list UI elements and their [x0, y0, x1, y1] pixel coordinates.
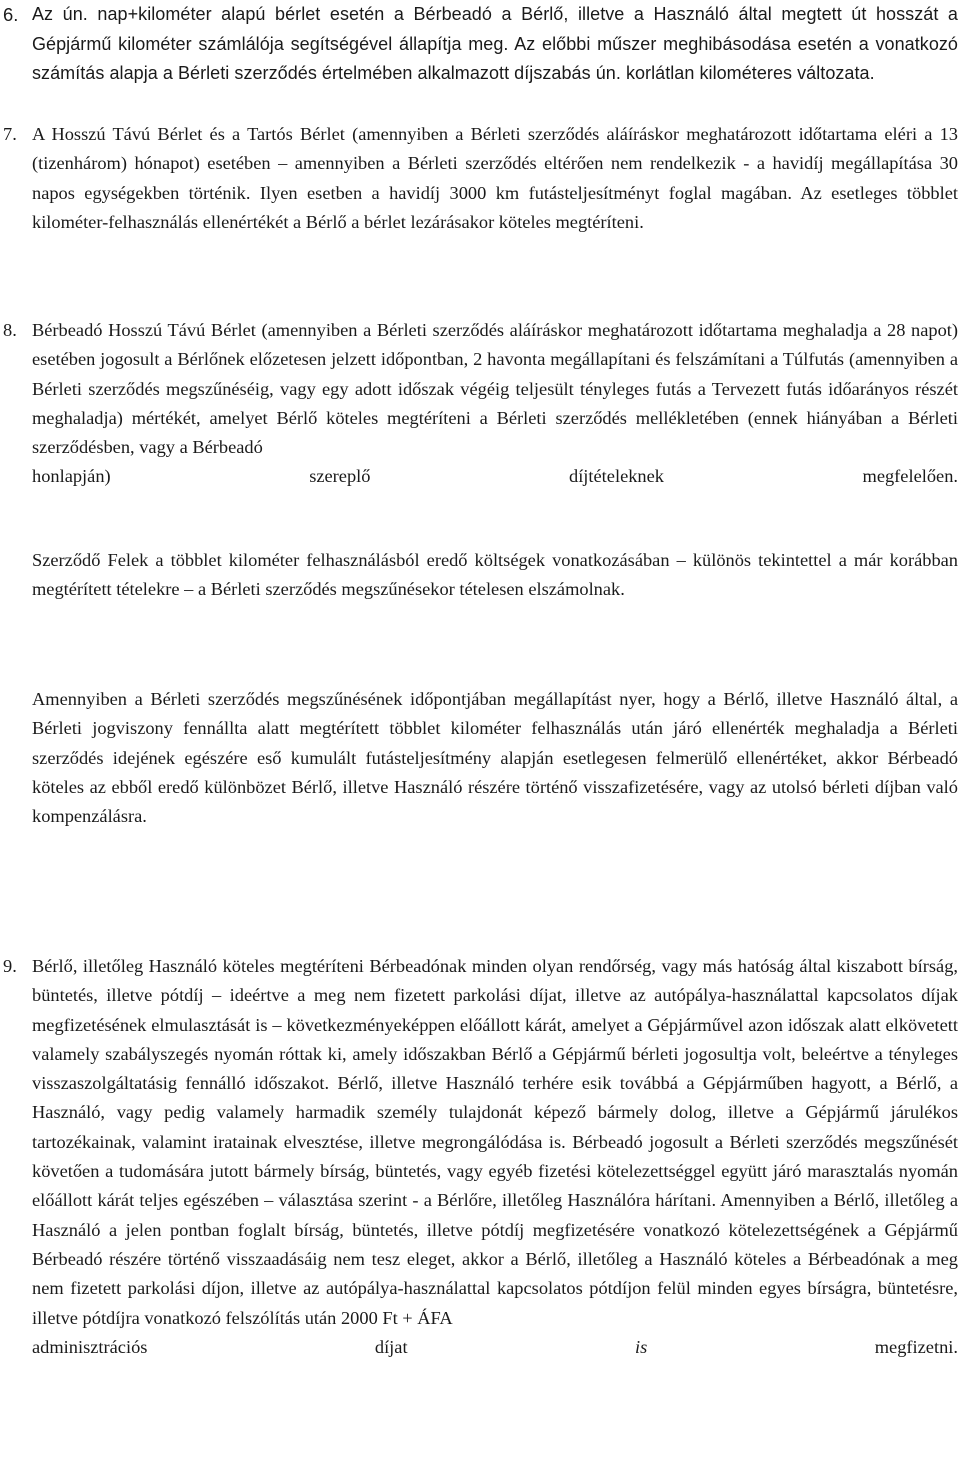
last-line-word: megfelelően. — [862, 466, 958, 487]
last-line-word: díjtételeknek — [569, 466, 664, 487]
last-line-word: díjat — [374, 1336, 408, 1357]
paragraph-8-settlement-text: Szerződő Felek a többlet kilométer felhasználásból eredő költségek vonatkozásában – különös tekintettel a már korábban megtérített tételekre – a Bérleti szerződés megszűnésekor tételesen elszámolnak. — [32, 550, 958, 600]
paragraph-8-text: Bérbeadó Hosszú Távú Bérlet (amennyiben a Bérleti szerződés aláíráskor meghatározott időtartama meghaladja a 28 napot) esetében jogosult a Bérlőnek előzetesen jelzett időpontban, 2 havonta megállapítani és felszámítani a Túlfutás (amennyiben a Bérleti szerződés megszűnéséig, vagy egy adott időszak végéig teljesült tényleges futás a Tervezett futás időarányos részét meghaladja) mértékét, amelyet Bérlő köteles megtéríteni a Bérleti szerződés mellékletében (ennek hiányában a Bérleti szerződésben, vagy a Bérbeadó — [32, 320, 958, 458]
last-line-word: szereplő — [309, 466, 371, 487]
last-line-word: honlapján) — [32, 466, 111, 487]
paragraph-6-text: Az ún. nap+kilométer alapú bérlet esetén a Bérbeadó a Bérlő, illetve a Használó által megtett út hosszát a Gépjármű kilométer számlálója segítségével állapítja meg. Az előbbi műszer meghibásodása esetén a vonatkozó számítás alapja a Bérleti szerződés értelmében alkalmazott díjszabás ún. korlátlan kilométeres változata. — [32, 4, 958, 83]
paragraph-8-last-line — [32, 462, 958, 491]
paragraph-8-refund-text: Amennyiben a Bérleti szerződés megszűnésének időpontjában megállapítást nyer, hogy a Bérlő, illetve Használó által, a Bérleti jogviszony fennállta alatt megtérített többlet kilométer felhasználás után járó ellenérték meghaladja a Bérleti szerződés idejének egészére eső kumulált futásteljesítmény alapján esetlegesen felmerülő ellenértéket, akkor Bérbeadó köteles az ebből eredő különbözet Bérlő, illetve Használó részére történő visszafizetésére, vagy az utolsó bérleti díjban való kompenzálásra. — [32, 689, 958, 827]
last-line-word: megfizetni. — [874, 1336, 958, 1357]
paragraph-9 — [32, 952, 958, 1362]
paragraph-9-last-line — [32, 1333, 958, 1362]
item-number-7: 7. — [3, 124, 17, 144]
item-number-9: 9. — [3, 956, 17, 976]
item-number-8: 8. — [3, 320, 17, 340]
paragraph-7 — [32, 120, 958, 237]
paragraph-6 — [32, 0, 958, 89]
paragraph-8-settlement — [32, 546, 958, 605]
last-line-word: is — [635, 1336, 648, 1357]
item-number-6: 6. — [3, 4, 19, 25]
paragraph-7-text: A Hosszú Távú Bérlet és a Tartós Bérlet (amennyiben a Bérleti szerződés aláíráskor meghatározott időtartama eléri a 13 (tizenhárom) hónapot) esetében – amennyiben a Bérleti szerződés eltérően nem rendelkezik - a havidíj megállapítása 30 napos egységekben történik. Ilyen esetben a havidíj 3000 km futásteljesítményt foglal magában. Az esetleges többlet kilométer-felhasználás ellenértékét a Bérlő a bérlet lezárásakor köteles megtéríteni. — [32, 124, 958, 232]
paragraph-8-refund — [32, 685, 958, 831]
paragraph-9-text: Bérlő, illetőleg Használó köteles megtéríteni Bérbeadónak minden olyan rendőrség, vagy más hatóság által kiszabott bírság, büntetés, illetve pótdíj – ideértve a meg nem fizetett parkolási díjat, illetve az autópálya-használattal kapcsolatos díjak megfizetésének elmulasztását is – következményeképpen előállott kárát, amelyet a Gépjárművel azon időszak alatt elkövetett valamely szabályszegés nyomán róttak ki, amely időszakban Bérlő a Gépjármű bérleti jogosultja volt, beleértve a tényleges visszaszolgáltatásig fennálló időszakot. Bérlő, illetve Használó terhére esik továbbá a Gépjárműben hagyott, a Bérlő, a Használó, vagy pedig valamely harmadik személy tulajdonát képező bármely dolog, illetve a Gépjármű járulékos tartozékainak, valamint iratainak elvesztése, illetve megrongálódása is. Bérbeadó jogosult a Bérleti szerződés megszűnését követően a tudomására jutott bármely bírság, büntetés, vagy egyéb fizetési kötelezettséggel együtt járó marasztalás nyomán előállott kárát teljes egészében – választása szerint - a Bérlőre, illetőleg Használóra hárítani. Amennyiben a Bérlő, illetőleg a Használó a jelen pontban foglalt bírság, büntetés, illetve pótdíj megfizetésére vonatkozó kötelezettségének a Gépjármű Bérbeadó részére történő visszaadásáig nem tesz eleget, akkor a Bérlő, illetőleg a Használó köteles a Bérbeadónak a meg nem fizetett parkolási díjon, illetve az autópálya-használattal kapcsolatos pótdíjon felül minden egyes bírságra, büntetésre, illetve pótdíjra vonatkozó felszólítás után 2000 Ft + ÁFA — [32, 956, 958, 1328]
paragraph-8 — [32, 316, 958, 492]
last-line-word: adminisztrációs — [32, 1336, 148, 1357]
